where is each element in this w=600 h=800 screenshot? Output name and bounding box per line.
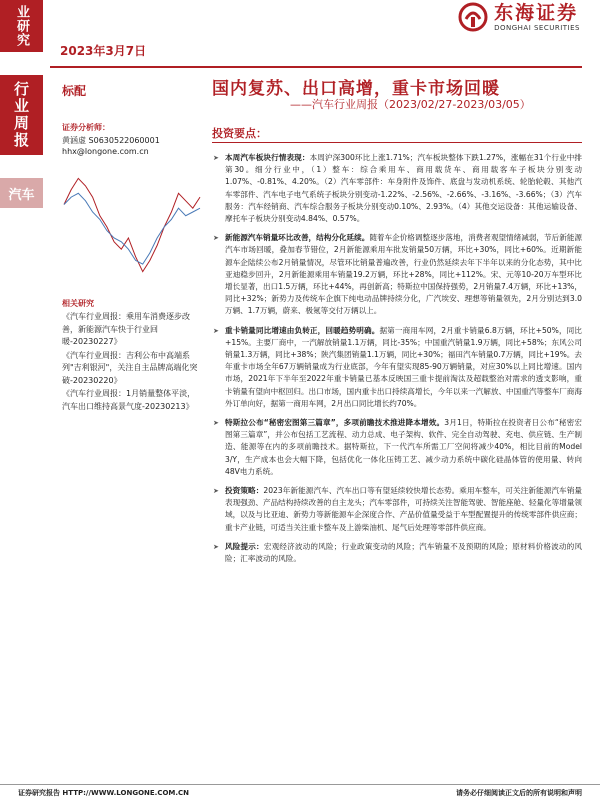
invest-bullet	[212, 541, 582, 565]
side-tab-car-label: 汽车	[8, 187, 35, 203]
bullet-arrow-icon: ➤	[213, 487, 219, 496]
bullet-arrow-icon: ➤	[213, 154, 219, 162]
invest-bullet	[212, 325, 582, 410]
bullet-arrow-icon: ➤	[213, 542, 219, 551]
related-heading: 相关研究	[62, 299, 94, 308]
analyst-name: 黄涵虚 S0630522060001	[62, 136, 160, 145]
logo-en: DONGHAI SECURITIES	[494, 24, 580, 32]
bullet-lead: 风险提示：	[225, 541, 264, 551]
company-logo	[458, 2, 580, 32]
side-tab-mid-label: 行业周报	[12, 81, 30, 149]
invest-divider	[212, 142, 582, 143]
related-item[interactable]: 《汽车行业周报：吉利公布中高端系列"吉利银河"，关注自主品牌高端化突破-20230220》	[62, 350, 198, 385]
bullet-arrow-icon: ➤	[213, 234, 219, 243]
donghai-logo-icon	[458, 2, 488, 32]
bullet-text: 本周沪深300环比上涨1.71%；汽车板块整体下跌1.27%，涨幅在31个行业中排第30。细分行业中，（1）整车：综合乘用车、商用载货车、商用载客车子板块分别变动1.07%、-0.81%、4.20%。（2）汽车零部件：车身附件及饰件、底盘与发动机系统、轮胎轮毂、其他汽车零部件、汽车电子电气系统子板块分别变动-1.22%、-2.56%、-2.66%、-3.16%、-3.66%；（3）汽车服务：汽车经销商、汽车综合服务子板块分别变动0.10%、2.93%。（4）其他交运设备：其他运输设备、摩托车子板块分别变动4.84%、0.57%。	[225, 153, 583, 224]
side-tab-top-label: 业研究	[14, 5, 29, 47]
footer-disclaimer: 请务必仔细阅读正文后的所有说明和声明	[456, 789, 582, 797]
logo-cn: 东海证券	[494, 2, 579, 24]
invest-bullet	[212, 232, 582, 317]
chart-series-line	[64, 193, 200, 264]
bullet-text: 2023年新能源汽车、汽车出口等有望延续较快增长态势。乘用车整车，可关注新能源汽车销量表现强劲、产品结构持续改善的自主龙头；汽车零部件，可持续关注智能驾驶、智能座舱、轻量化等增量领域，以及与比亚迪、新势力等新能源车企深度合作、产品价值量受益于车型配置提升的传统零部件供应商；重卡产业链，可适当关注重卡整车及上游柴油机、尾气后处理等零部件供应商。	[225, 486, 582, 532]
side-tab-industry-research	[0, 0, 43, 52]
header-divider	[50, 66, 582, 68]
invest-bullet	[212, 417, 582, 478]
report-subtitle: ——汽车行业周报（2023/02/27-2023/03/05）	[290, 98, 531, 111]
analyst-heading: 证券分析师：	[62, 123, 110, 132]
side-tab-weekly	[0, 75, 43, 155]
bullet-lead: 新能源汽车销量环比改善，结构分化延续。	[225, 233, 370, 243]
sector-performance-chart	[58, 165, 206, 285]
bullet-lead: 重卡销量同比增速由负转正，回暖趋势明确。	[225, 325, 380, 335]
footer-website[interactable]: 证券研究报告 HTTP://WWW.LONGONE.COM.CN	[18, 789, 190, 797]
bullet-arrow-icon: ➤	[213, 326, 219, 335]
bullet-text: 宏观经济波动的风险；行业政策变动的风险；汽车销量不及预期的风险；原材料价格波动的风险；汇率波动的风险。	[225, 541, 583, 564]
report-date: 2023年3月7日	[60, 44, 147, 58]
invest-bullet	[212, 152, 582, 225]
related-research-list	[62, 311, 202, 414]
report-title: 国内复苏、出口高增，重卡市场回暖	[212, 79, 500, 99]
invest-points-list	[212, 152, 582, 572]
invest-heading: 投资要点：	[212, 127, 267, 140]
invest-bullet	[212, 485, 582, 534]
rating-label: 标配	[62, 84, 87, 98]
bullet-lead: 特斯拉公布“秘密宏图第三篇章”，多项前瞻技术推进降本增效。	[225, 418, 445, 428]
bullet-text: 3月1日，特斯拉在投资者日公布“秘密宏图第三篇章”，并公布包括工艺流程、动力总成、电子架构、软件、完全自动驾驶、充电、供应链、生产制造、能源等在内的多项前瞻技术。据特斯拉，下一代汽车所需工厂空间将减少40%，相比目前的Model 3/Y，生产成本也会大幅下降，包括优化一体化压铸工艺、减少动力系统中碳化硅晶体管的使用量、转向48V电力系统。	[225, 418, 582, 476]
analyst-email[interactable]: hhx@longone.com.cn	[62, 147, 149, 156]
bullet-text: 随着车企价格调整逐步落地，消费者观望情绪减弱，节后新能源汽车市场回暖，叠加春节错位，2月新能源乘用车批发销量50万辆，环比+30%，同比+60%。近期新能源车企陆续公布2月销量情况，尽管环比销量普遍改善，行业仍然延续去年下半年以来的分化态势，其中比亚迪稳步回升，2月新能源乘用车销量19.2万辆，环比+28%，同比+112%。宋、元等10-20万车型环比增长显著，出口1.5万辆，环比+44%，再创新高；特斯拉中国保持强势，2月销量7.4万辆，环比+13%，同比+32%；新势力及传统车企旗下纯电动品牌持续分化，广汽埃安、理想等销量领先，2月分别达到3.0万辆、1.7万辆，蔚来、极氪等交付万辆以上。	[225, 233, 583, 316]
bullet-lead: 投资策略：	[225, 486, 264, 496]
side-tab-car	[0, 178, 43, 208]
chart-series-line	[64, 178, 200, 271]
bullet-arrow-icon: ➤	[213, 419, 219, 428]
footer-divider	[0, 784, 600, 785]
related-item[interactable]: 《汽车行业周报：1月销量整体平淡，汽车出口维持高景气度-20230213》	[62, 389, 196, 411]
related-item[interactable]: 《汽车行业周报：乘用车消费逐步改善，新能源汽车快于行业回暖-20230227》	[62, 312, 190, 346]
bullet-lead: 本周汽车板块行情表现：	[225, 153, 310, 162]
bullet-text: 据第一商用车网，2月重卡销量6.8万辆，环比+50%，同比+15%。主要厂商中，一汽解放销量1.1万辆，同比-35%；中国重汽销量1.9万辆，同比+58%；东风公司销量1.3万辆，同比+38%；陕汽集团销量1.1万辆，同比+30%；福田汽车销量0.7万辆，同比+19%。去年重卡市场全年67万辆销量成为行业底部，今年有望实现85-90万辆销量，对应30%以上同比增速。国内市场，2021年下半年至2022年重卡销量已基本反映国三重卡提前淘汰及超载整治对需求的透支影响，重卡销量有望向中枢回归。出口市场，国内重卡出口持续高增长，今年以来一汽解放、中国重汽等整车厂商海外订单向好，据第一商用车网，2月出口同比增长约70%。	[225, 325, 582, 408]
